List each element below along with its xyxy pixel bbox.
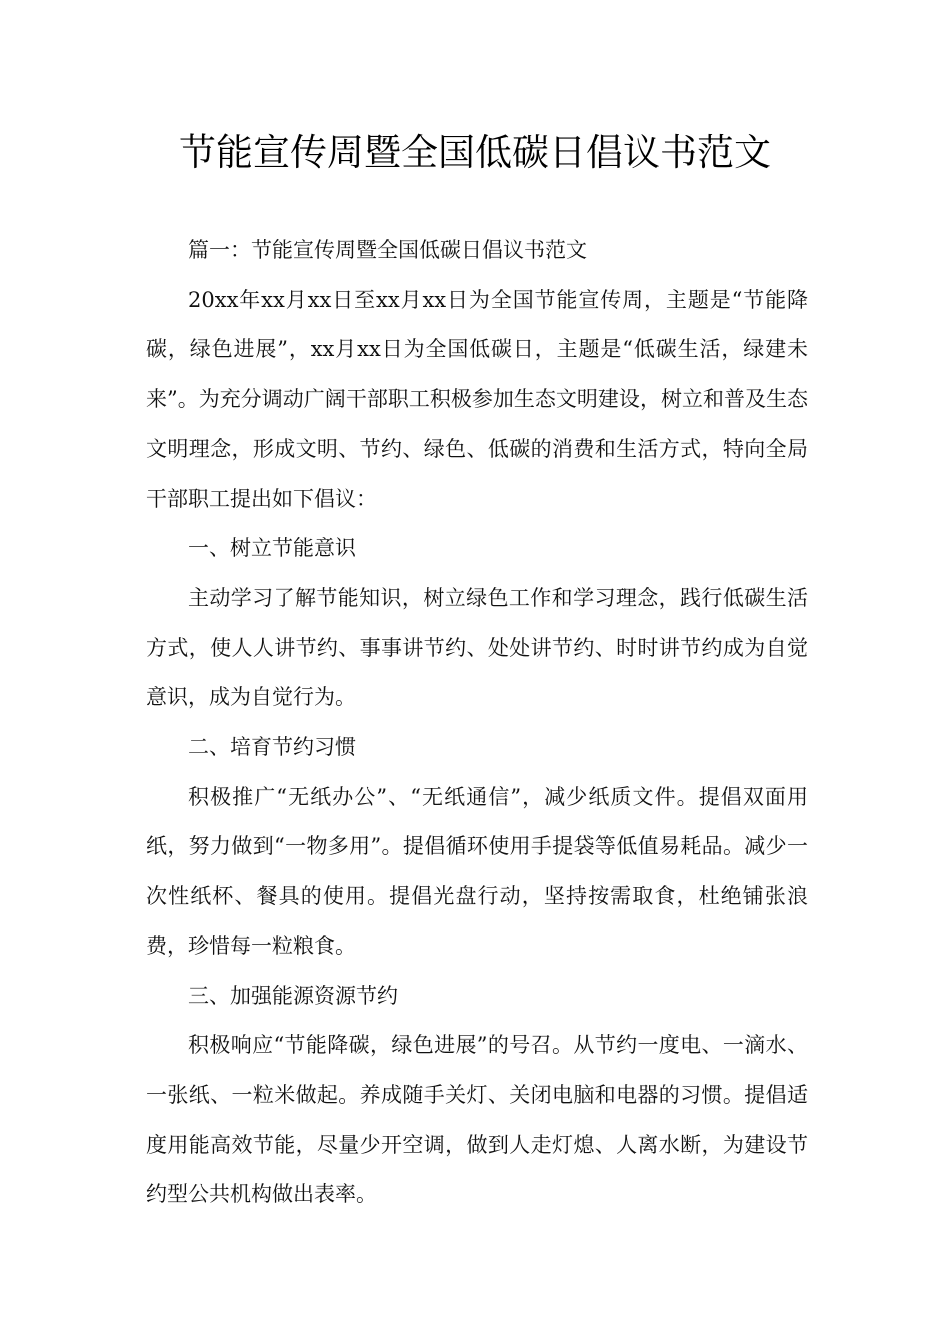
- section-heading: 一、树立节能意识: [188, 536, 356, 561]
- body-paragraph: 20xx年xx月xx日至xx月xx日为全国节能宣传周，主题是“节能降碳，绿色进展”，xx月xx日为全国低碳日，主题是“低碳生活，绿建未来”。为充分调动广阔干部职工积极参加生态文明建设，树立和普及生态文明理念，形成文明、节约、绿色、低碳的消费和生活方式，特向全局干部职工提出如下倡议：: [146, 287, 808, 511]
- document-title: 节能宣传周暨全国低碳日倡议书范文: [179, 131, 771, 174]
- section-heading: 二、培育节约习惯: [188, 735, 356, 760]
- body-paragraph: 积极推广“无纸办公”、“无纸通信”，减少纸质文件。提倡双面用纸，努力做到“一物多用”。提倡循环使用手提袋等低值易耗品。减少一次性纸杯、餐具的使用。提倡光盘行动，坚持按需取食，杜绝铺张浪费，珍惜每一粒粮食。: [146, 784, 808, 958]
- document-body: [146, 226, 808, 1220]
- body-paragraph: 主动学习了解节能知识，树立绿色工作和学习理念，践行低碳生活方式，使人人讲节约、事事讲节约、处处讲节约、时时讲节约成为自觉意识，成为自觉行为。: [146, 585, 808, 710]
- body-paragraph: 积极响应“节能降碳，绿色进展”的号召。从节约一度电、一滴水、一张纸、一粒米做起。养成随手关灯、关闭电脑和电器的习惯。提倡适度用能高效节能，尽量少开空调，做到人走灯熄、人离水断，为建设节约型公共机构做出表率。: [146, 1033, 808, 1207]
- section-heading: 三、加强能源资源节约: [188, 983, 398, 1008]
- section-heading: 篇一：节能宣传周暨全国低碳日倡议书范文: [188, 238, 587, 262]
